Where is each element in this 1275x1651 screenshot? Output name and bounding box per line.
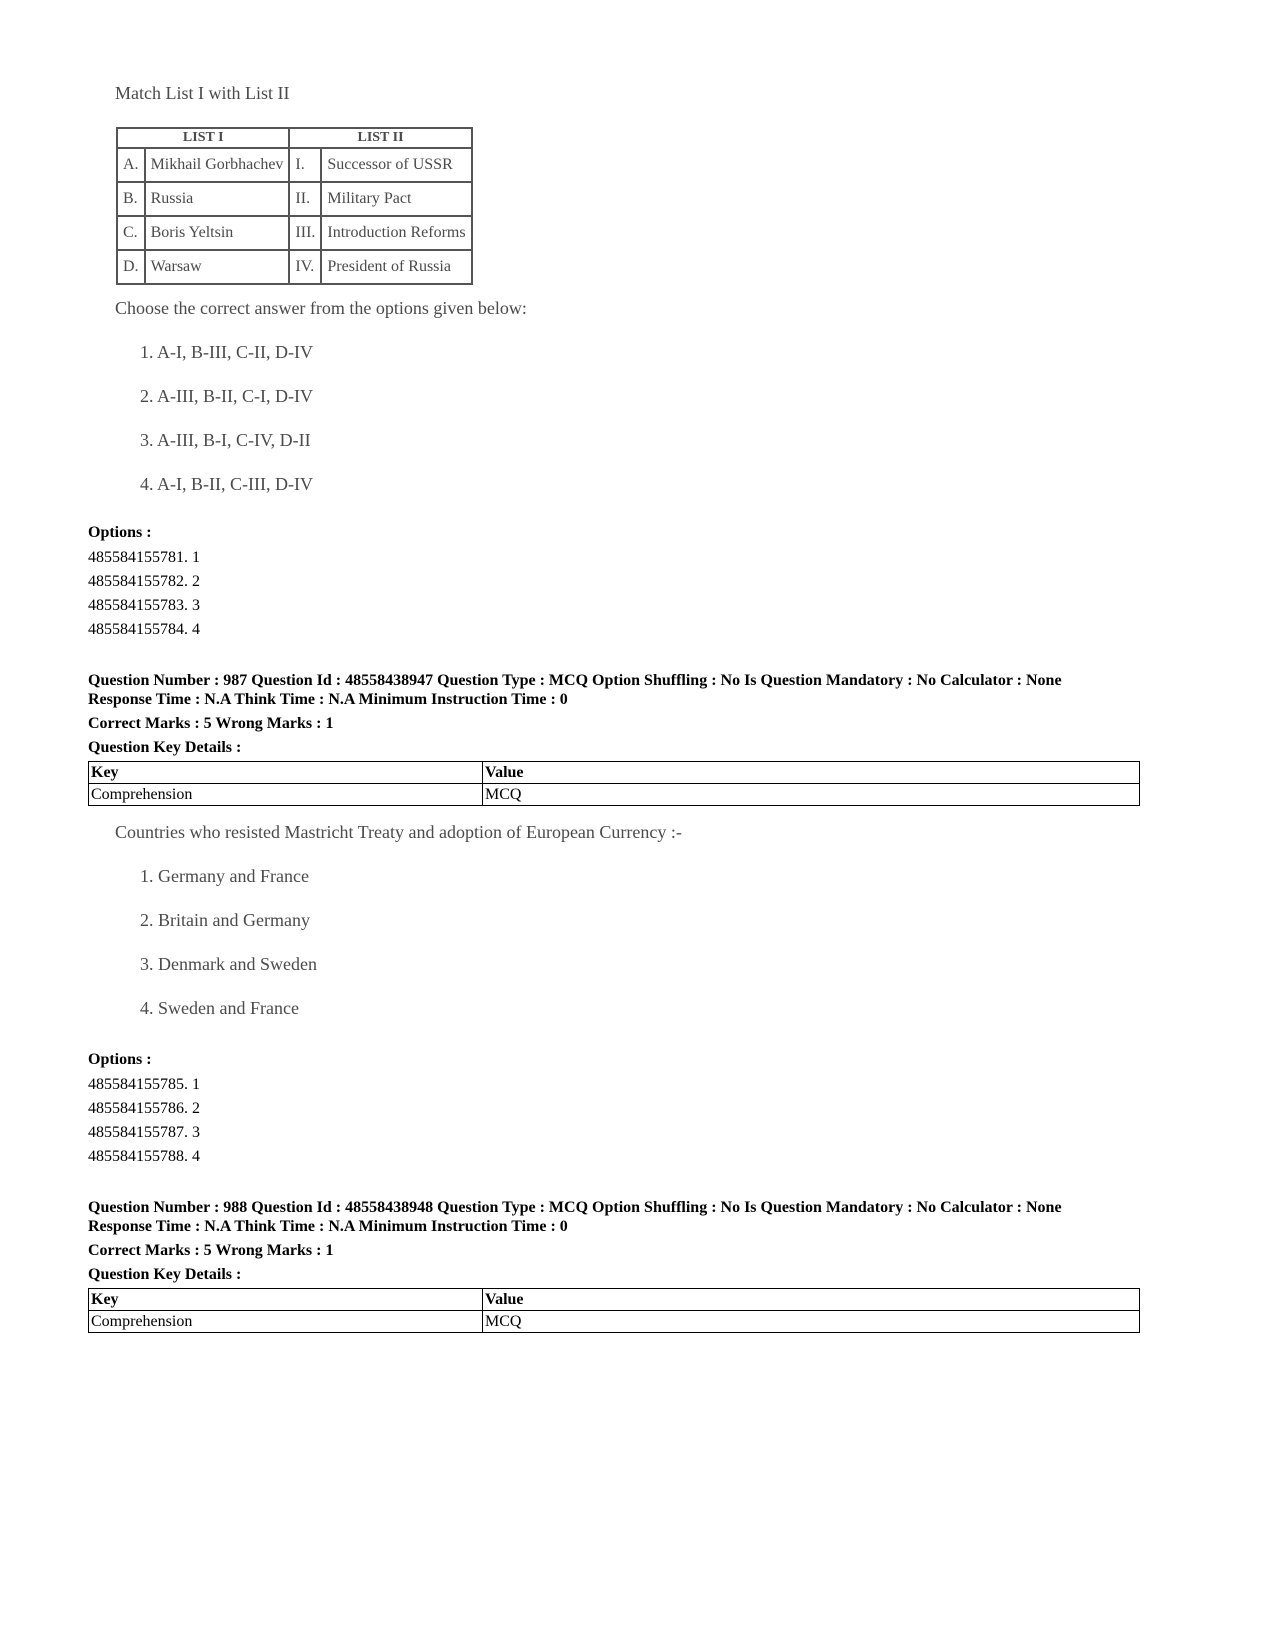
key-header: Key <box>89 762 483 784</box>
list1-item: Russia <box>145 182 290 216</box>
option-id: 485584155787. 3 <box>88 1124 200 1141</box>
option-id: 485584155784. 4 <box>88 621 200 638</box>
answer-choice: 2. Britain and Germany <box>140 910 310 930</box>
table-row <box>89 1289 1140 1311</box>
question-prompt: Match List I with List II <box>115 83 290 103</box>
question-meta: Question Number : 988 Question Id : 48558438948 Question Type : MCQ Option Shuffling : No Is Question Mandatory : No Calculator : None <box>88 1199 1062 1216</box>
question-meta-timing: Response Time : N.A Think Time : N.A Minimum Instruction Time : 0 <box>88 1218 568 1235</box>
list1-letter: D. <box>117 250 145 284</box>
list1-item: Mikhail Gorbhachev <box>145 148 290 182</box>
match-table <box>116 127 473 285</box>
answer-choice: 4. Sweden and France <box>140 998 299 1018</box>
match-row <box>117 182 472 216</box>
question-marks: Correct Marks : 5 Wrong Marks : 1 <box>88 715 334 732</box>
value-cell: MCQ <box>483 784 1140 806</box>
list1-letter: B. <box>117 182 145 216</box>
key-details-table <box>88 761 1140 806</box>
value-header: Value <box>483 1289 1140 1311</box>
answer-choice: 1. Germany and France <box>140 866 309 886</box>
list2-item: Military Pact <box>321 182 471 216</box>
list2-numeral: IV. <box>289 250 321 284</box>
list1-letter: C. <box>117 216 145 250</box>
option-id: 485584155783. 3 <box>88 597 200 614</box>
question-meta: Question Number : 987 Question Id : 48558438947 Question Type : MCQ Option Shuffling : No Is Question Mandatory : No Calculator : None <box>88 672 1062 689</box>
value-cell: MCQ <box>483 1311 1140 1333</box>
answer-choice: 2. A-III, B-II, C-I, D-IV <box>140 386 313 406</box>
list1-item: Boris Yeltsin <box>145 216 290 250</box>
option-id: 485584155788. 4 <box>88 1148 200 1165</box>
option-id: 485584155781. 1 <box>88 549 200 566</box>
list2-numeral: III. <box>289 216 321 250</box>
match-row <box>117 216 472 250</box>
match-table-header <box>117 128 472 148</box>
list1-header: LIST I <box>117 128 289 148</box>
option-id: 485584155782. 2 <box>88 573 200 590</box>
options-label: Options : <box>88 524 152 541</box>
table-row <box>89 784 1140 806</box>
options-label: Options : <box>88 1051 152 1068</box>
answer-choice: 1. A-I, B-III, C-II, D-IV <box>140 342 313 362</box>
option-id: 485584155786. 2 <box>88 1100 200 1117</box>
match-row <box>117 250 472 284</box>
question-marks: Correct Marks : 5 Wrong Marks : 1 <box>88 1242 334 1259</box>
key-cell: Comprehension <box>89 784 483 806</box>
question-instruction: Choose the correct answer from the options given below: <box>115 298 527 318</box>
list2-item: Introduction Reforms <box>321 216 471 250</box>
answer-choice: 3. Denmark and Sweden <box>140 954 317 974</box>
key-details-label: Question Key Details : <box>88 739 242 756</box>
key-details-table <box>88 1288 1140 1333</box>
list1-letter: A. <box>117 148 145 182</box>
list2-numeral: I. <box>289 148 321 182</box>
key-details-label: Question Key Details : <box>88 1266 242 1283</box>
match-row <box>117 148 472 182</box>
answer-choice: 4. A-I, B-II, C-III, D-IV <box>140 474 313 494</box>
list2-item: Successor of USSR <box>321 148 471 182</box>
list1-item: Warsaw <box>145 250 290 284</box>
question-prompt: Countries who resisted Mastricht Treaty and adoption of European Currency :- <box>115 822 682 842</box>
table-row <box>89 1311 1140 1333</box>
list2-numeral: II. <box>289 182 321 216</box>
key-header: Key <box>89 1289 483 1311</box>
list2-header: LIST II <box>289 128 471 148</box>
table-row <box>89 762 1140 784</box>
value-header: Value <box>483 762 1140 784</box>
option-id: 485584155785. 1 <box>88 1076 200 1093</box>
key-cell: Comprehension <box>89 1311 483 1333</box>
question-meta-timing: Response Time : N.A Think Time : N.A Minimum Instruction Time : 0 <box>88 691 568 708</box>
answer-choice: 3. A-III, B-I, C-IV, D-II <box>140 430 311 450</box>
list2-item: President of Russia <box>321 250 471 284</box>
